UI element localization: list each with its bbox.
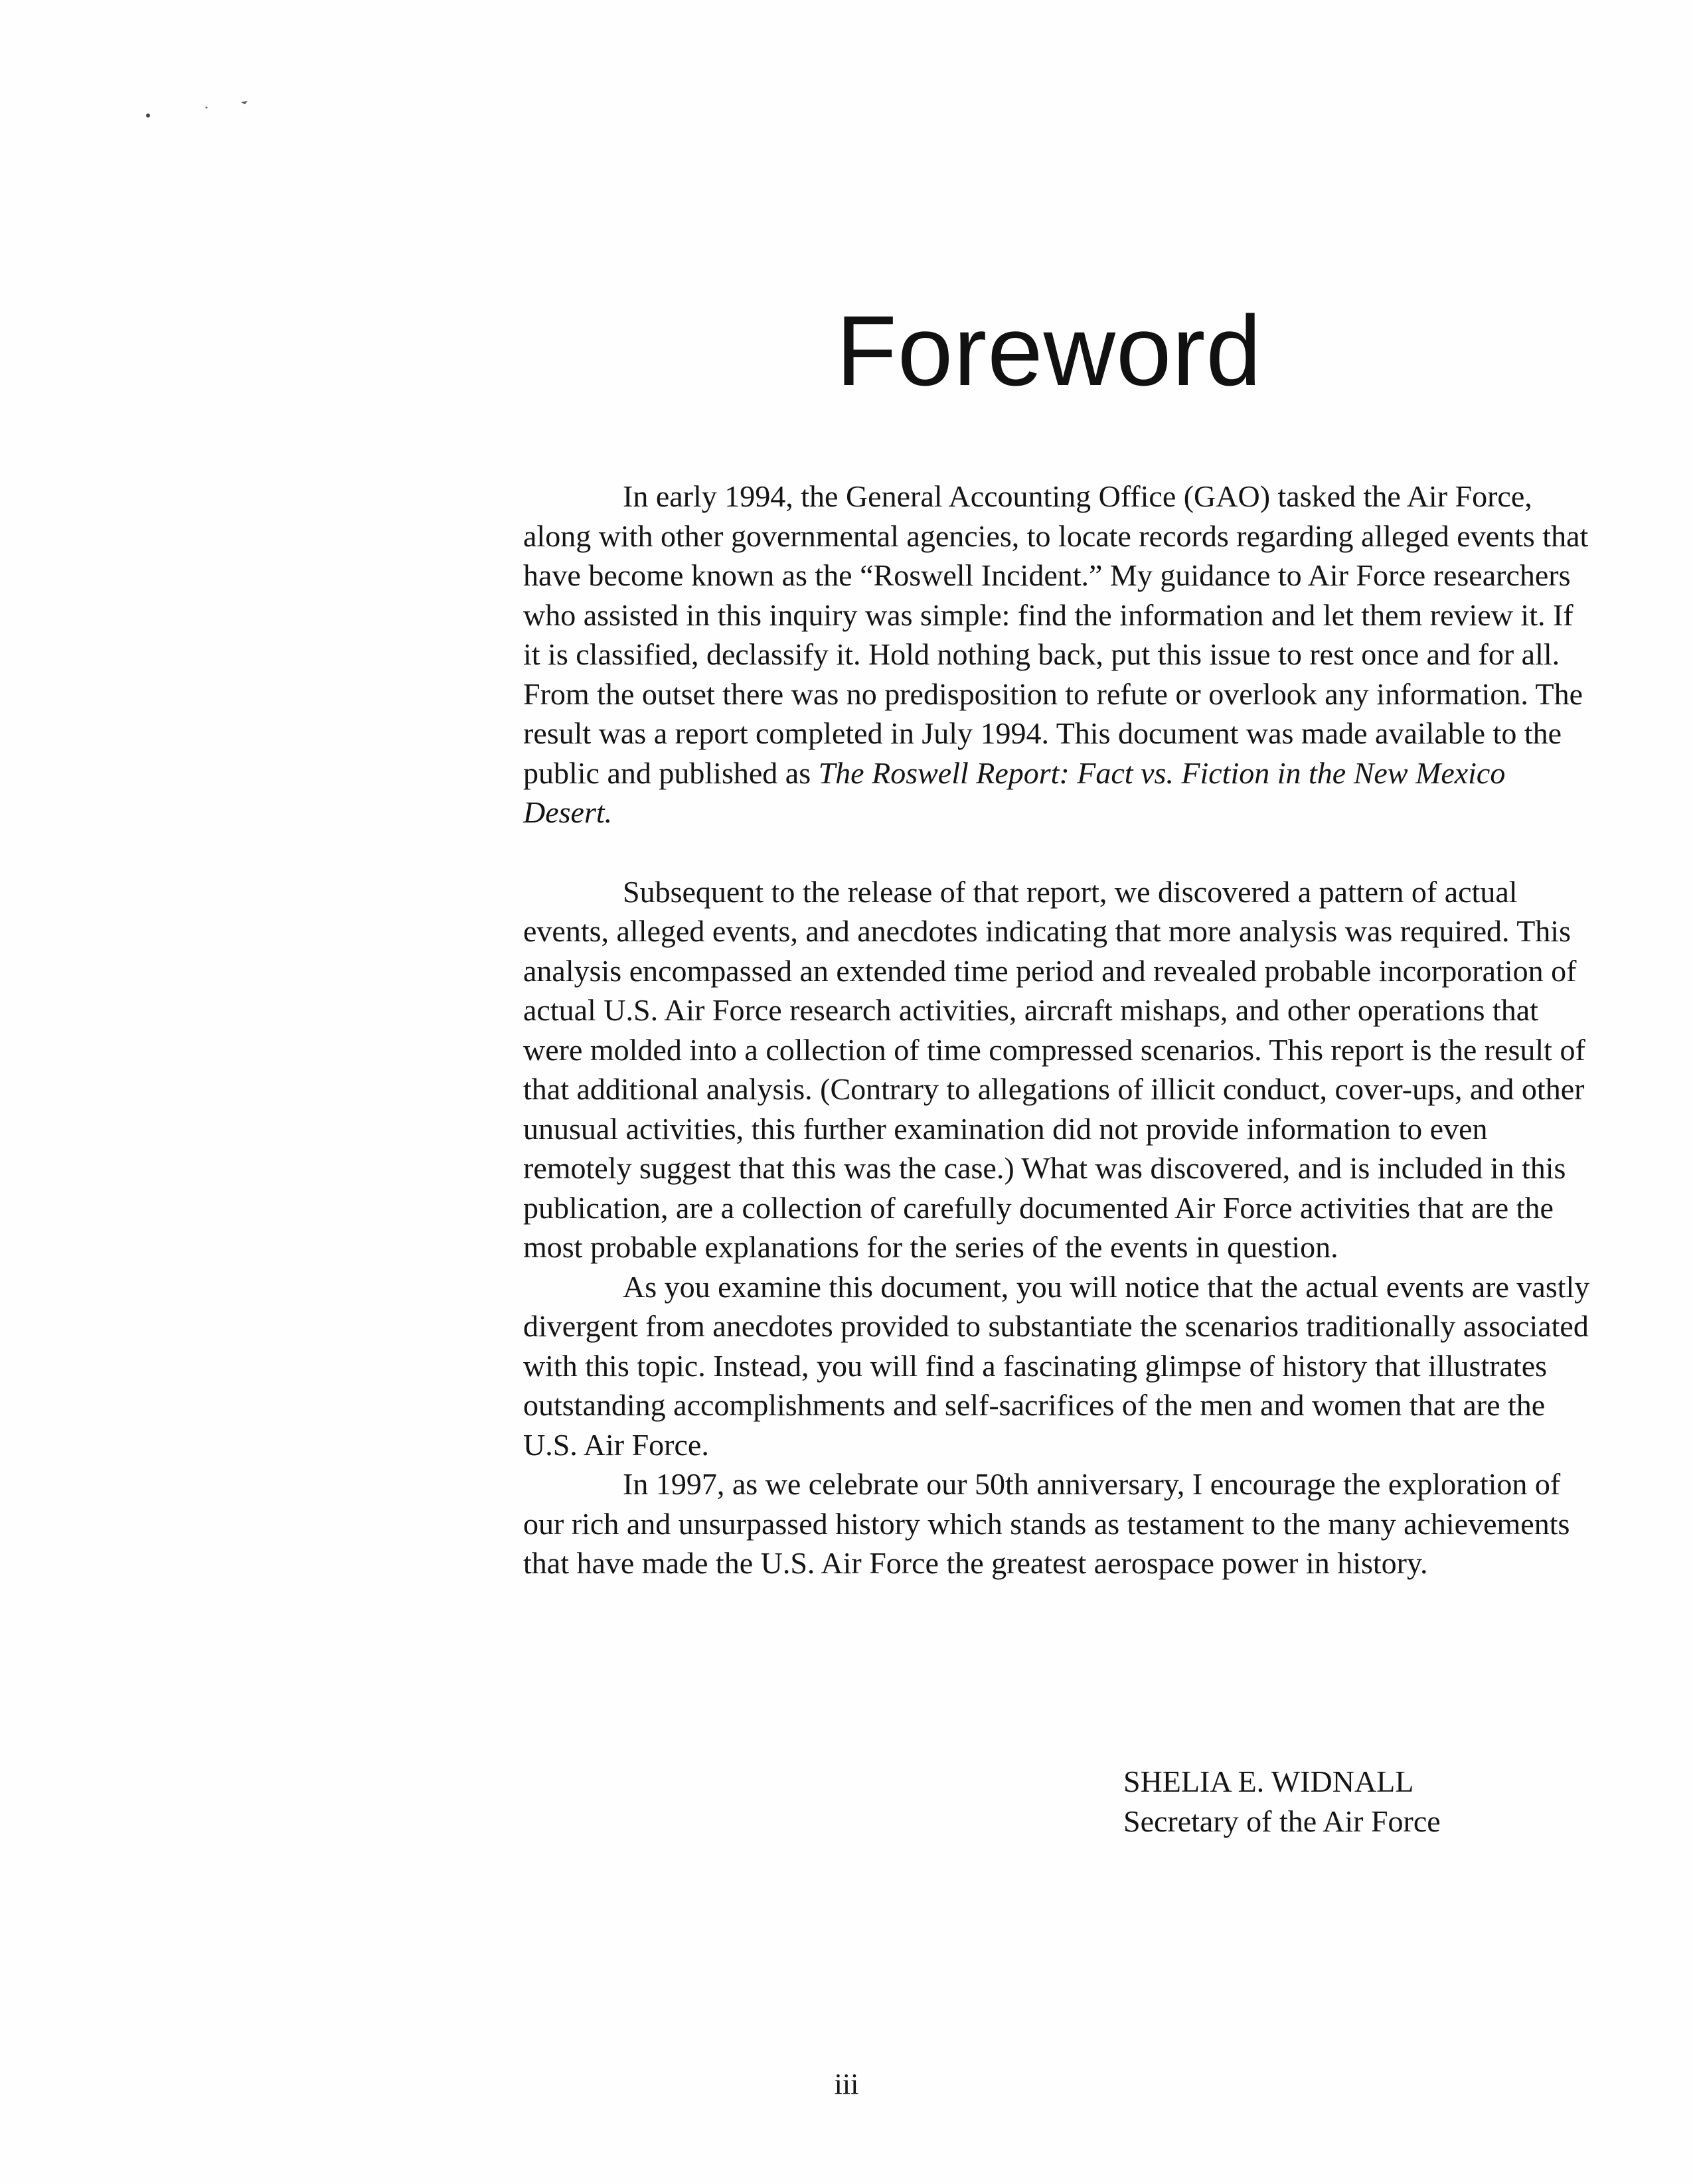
foreword-body [523,477,1593,1583]
paragraph-2: Subsequent to the release of that report, we discovered a pattern of actual events, alleged events, and anecdotes indicating that more analysis was required. This analysis encompassed an extended time period and revealed probable incorporation of actual U.S. Air Force research activities, aircraft mishaps, and other operations that were molded into a collection of time compressed scenarios. This report is the result of that additional analysis. (Contrary to allegations of illicit conduct, cover-ups, and other unusual activities, this further examination did not provide information to even remotely suggest that this was the case.) What was discovered, and is included in this publication, are a collection of carefully documented Air Force activities that are the most probable explanations for the series of the events in question. [523,874,1585,1264]
paragraph-1-text: In early 1994, the General Accounting Office (GAO) tasked the Air Force, along with other governmental agencies, to locate records regarding alleged events that have become known as the “Roswell Incident.” My guidance to Air Force researchers who assisted in this inquiry was simple: find the information and let them review it. If it is classified, declassify it. Hold nothing back, put this issue to rest once and for all. From the outset there was no predisposition to refute or overlook any information. The result was a report completed in July 1994. This document was made available to the public and published as [523,479,1589,790]
signature-block [1123,1762,1588,1841]
report-title-italic: The Roswell Report: Fact vs. Fiction in the New Mexico Desert. [523,755,1506,829]
paragraph-4: In 1997, as we celebrate our 50th anniversary, I encourage the exploration of our rich and unsurpassed history which stands as testament to the many achievements that have made the U.S. Air Force the greatest aerospace power in history. [523,1467,1570,1580]
paragraph-3: As you examine this document, you will notice that the actual events are vastly divergent from anecdotes provided to substantiate the scenarios traditionally associated with this topic. Instead, you will find a fascinating glimpse of history that illustrates outstanding accomplishments and self-sacrifices of the men and women that are the U.S. Air Force. [523,1269,1590,1462]
scan-speck [146,114,150,117]
scan-specks [143,93,256,126]
signatory-name: SHELIA E. WIDNALL [1123,1764,1414,1798]
scan-speck [241,101,248,104]
page-number: iii [834,2068,859,2100]
paragraph-1 [523,477,1593,832]
scan-speck [205,106,207,108]
signatory-position: Secretary of the Air Force [1123,1804,1441,1838]
page-title: Foreword [836,295,1262,406]
